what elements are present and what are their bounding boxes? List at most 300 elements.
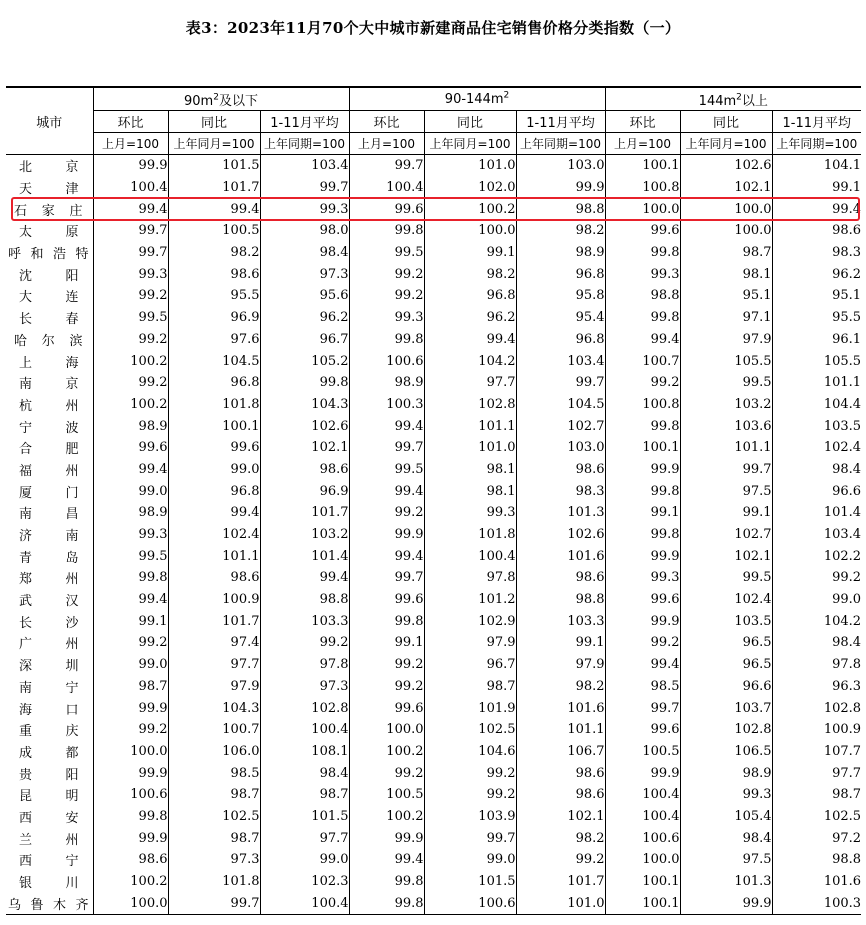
index-value: 97.8 [260, 654, 349, 676]
index-value: 102.6 [516, 524, 605, 546]
index-value: 97.3 [168, 849, 260, 871]
index-value: 99.2 [349, 676, 424, 698]
table-row [6, 610, 861, 632]
index-value: 99.1 [516, 632, 605, 654]
index-value: 95.1 [772, 285, 861, 307]
index-value: 103.5 [680, 610, 772, 632]
city-name: 西安 [19, 810, 79, 826]
index-value: 99.9 [516, 177, 605, 199]
index-value: 99.0 [260, 849, 349, 871]
index-value: 100.1 [605, 892, 680, 914]
index-value: 99.0 [424, 849, 516, 871]
index-value: 99.2 [349, 285, 424, 307]
index-value: 101.0 [424, 437, 516, 459]
index-value: 99.2 [424, 762, 516, 784]
index-value: 102.6 [260, 415, 349, 437]
index-value: 105.2 [260, 350, 349, 372]
index-value: 99.2 [772, 567, 861, 589]
index-value: 101.1 [772, 372, 861, 394]
index-value: 99.9 [93, 697, 168, 719]
city-name: 南京 [19, 377, 79, 393]
index-value: 97.9 [424, 632, 516, 654]
index-value: 98.2 [424, 263, 516, 285]
city-name: 乌鲁木齐 [6, 892, 93, 914]
table-row [6, 654, 861, 676]
index-value: 97.3 [260, 676, 349, 698]
index-value: 107.7 [772, 741, 861, 763]
index-value: 99.1 [605, 502, 680, 524]
index-value: 99.7 [349, 437, 424, 459]
city-name: 沈阳 [19, 268, 79, 284]
index-value: 100.6 [424, 892, 516, 914]
index-value: 102.3 [260, 871, 349, 893]
index-value: 98.6 [168, 567, 260, 589]
index-value: 103.2 [260, 524, 349, 546]
index-value: 100.7 [605, 350, 680, 372]
index-value: 101.7 [168, 177, 260, 199]
index-value: 98.6 [260, 459, 349, 481]
index-value: 99.0 [93, 480, 168, 502]
table-row [6, 220, 861, 242]
index-value: 99.8 [93, 806, 168, 828]
index-value: 99.2 [349, 762, 424, 784]
index-value: 103.0 [516, 155, 605, 177]
city-name: 青岛 [19, 550, 79, 566]
city-name: 上海 [19, 355, 79, 371]
index-value: 101.2 [424, 589, 516, 611]
city-name: 济南 [19, 529, 79, 545]
index-value: 98.6 [93, 849, 168, 871]
sub-header-avg: 1-11月平均 [772, 111, 861, 133]
index-value: 98.5 [168, 762, 260, 784]
index-value: 97.5 [680, 480, 772, 502]
index-value: 101.3 [516, 502, 605, 524]
index-value: 98.6 [772, 220, 861, 242]
index-value: 98.2 [516, 220, 605, 242]
index-value: 101.6 [516, 545, 605, 567]
city-name: 天津 [19, 182, 79, 198]
index-value: 100.2 [93, 350, 168, 372]
city-name: 银川 [19, 876, 79, 892]
index-value: 99.7 [424, 827, 516, 849]
index-value: 104.2 [424, 350, 516, 372]
index-value: 98.8 [516, 198, 605, 220]
index-value: 96.9 [168, 307, 260, 329]
table-row [6, 806, 861, 828]
index-value: 99.5 [680, 372, 772, 394]
index-value: 98.7 [680, 242, 772, 264]
table-row [6, 762, 861, 784]
index-value: 99.3 [605, 567, 680, 589]
index-value: 99.2 [349, 263, 424, 285]
index-value: 96.2 [772, 263, 861, 285]
index-value: 100.8 [605, 394, 680, 416]
index-value: 97.3 [260, 263, 349, 285]
index-value: 96.8 [516, 329, 605, 351]
table-row [6, 892, 861, 914]
table-row [6, 697, 861, 719]
city-name: 海口 [19, 702, 79, 718]
index-value: 97.2 [772, 827, 861, 849]
index-value: 100.0 [424, 220, 516, 242]
index-value: 99.4 [605, 654, 680, 676]
index-value: 99.0 [93, 654, 168, 676]
index-value: 99.7 [680, 459, 772, 481]
city-name: 南宁 [19, 680, 79, 696]
index-value: 95.8 [516, 285, 605, 307]
index-value: 96.2 [424, 307, 516, 329]
index-value: 104.6 [424, 741, 516, 763]
index-value: 99.9 [605, 459, 680, 481]
index-value: 102.1 [516, 806, 605, 828]
index-value: 99.9 [605, 610, 680, 632]
city-name: 合肥 [19, 442, 79, 458]
index-value: 99.4 [424, 329, 516, 351]
index-value: 98.8 [605, 285, 680, 307]
city-name: 广州 [19, 637, 79, 653]
city-name: 呼和浩特 [8, 247, 89, 263]
index-value: 99.5 [349, 459, 424, 481]
index-value: 100.0 [605, 198, 680, 220]
index-value: 101.7 [168, 610, 260, 632]
index-value: 105.4 [680, 806, 772, 828]
table-row [6, 676, 861, 698]
index-value: 97.9 [516, 654, 605, 676]
index-value: 101.0 [424, 155, 516, 177]
index-value: 100.0 [349, 719, 424, 741]
table-row [6, 827, 861, 849]
index-value: 108.1 [260, 741, 349, 763]
index-value: 96.5 [680, 654, 772, 676]
base-header-yoy: 上年同月=100 [680, 133, 772, 155]
index-value: 99.8 [605, 524, 680, 546]
index-value: 100.4 [260, 719, 349, 741]
index-value: 99.2 [93, 372, 168, 394]
index-value: 98.0 [260, 220, 349, 242]
city-name: 长春 [19, 312, 79, 328]
index-value: 99.7 [260, 177, 349, 199]
index-value: 102.8 [680, 719, 772, 741]
index-value: 99.5 [680, 567, 772, 589]
sub-header-avg: 1-11月平均 [260, 111, 349, 133]
index-value: 102.8 [772, 697, 861, 719]
index-value: 103.2 [680, 394, 772, 416]
index-value: 99.8 [605, 307, 680, 329]
index-value: 99.2 [93, 285, 168, 307]
index-value: 99.1 [772, 177, 861, 199]
index-value: 99.4 [349, 849, 424, 871]
index-value: 98.6 [516, 459, 605, 481]
index-value: 98.4 [680, 827, 772, 849]
index-value: 99.9 [605, 545, 680, 567]
index-value: 102.0 [424, 177, 516, 199]
index-value: 104.5 [516, 394, 605, 416]
table-row [6, 242, 861, 264]
index-value: 99.1 [680, 502, 772, 524]
index-value: 106.0 [168, 741, 260, 763]
index-value: 99.2 [516, 849, 605, 871]
index-value: 98.7 [260, 784, 349, 806]
index-value: 99.7 [349, 567, 424, 589]
index-value: 97.6 [168, 329, 260, 351]
index-value: 96.8 [168, 480, 260, 502]
sub-header-yoy: 同比 [168, 111, 260, 133]
price-index-table [6, 86, 861, 915]
index-value: 101.3 [680, 871, 772, 893]
index-value: 97.7 [772, 762, 861, 784]
index-value: 99.9 [605, 762, 680, 784]
table-row [6, 437, 861, 459]
index-value: 98.6 [516, 784, 605, 806]
index-value: 97.8 [424, 567, 516, 589]
index-value: 96.6 [680, 676, 772, 698]
index-value: 99.5 [93, 307, 168, 329]
index-value: 101.1 [680, 437, 772, 459]
index-value: 96.7 [260, 329, 349, 351]
index-value: 102.4 [680, 589, 772, 611]
index-value: 103.9 [424, 806, 516, 828]
index-value: 99.7 [168, 892, 260, 914]
index-value: 97.7 [424, 372, 516, 394]
index-value: 102.1 [680, 545, 772, 567]
index-value: 99.6 [349, 589, 424, 611]
index-value: 98.7 [93, 676, 168, 698]
base-header-mom: 上月=100 [93, 133, 168, 155]
index-value: 96.7 [424, 654, 516, 676]
index-value: 104.5 [168, 350, 260, 372]
index-value: 99.0 [168, 459, 260, 481]
index-value: 100.6 [349, 350, 424, 372]
index-value: 99.4 [93, 198, 168, 220]
index-value: 102.8 [424, 394, 516, 416]
index-value: 103.7 [680, 697, 772, 719]
index-value: 103.0 [516, 437, 605, 459]
group-header-medium: $90-144m^2$ [349, 87, 605, 111]
index-value: 106.5 [680, 741, 772, 763]
index-value: 103.4 [772, 524, 861, 546]
index-value: 104.1 [772, 155, 861, 177]
city-name: 北京 [19, 160, 79, 176]
sub-header-mom: 环比 [93, 111, 168, 133]
table-row [6, 198, 861, 220]
index-value: 102.7 [516, 415, 605, 437]
city-name: 大连 [19, 290, 79, 306]
index-value: 104.3 [168, 697, 260, 719]
index-value: 96.8 [168, 372, 260, 394]
index-value: 99.2 [605, 372, 680, 394]
index-value: 102.1 [680, 177, 772, 199]
index-value: 98.4 [772, 632, 861, 654]
city-name: 重庆 [19, 724, 79, 740]
index-value: 102.2 [772, 545, 861, 567]
index-value: 101.7 [260, 502, 349, 524]
index-value: 100.4 [605, 784, 680, 806]
index-value: 101.5 [424, 871, 516, 893]
index-value: 100.1 [168, 415, 260, 437]
index-value: 98.4 [772, 459, 861, 481]
index-value: 98.2 [516, 676, 605, 698]
index-value: 101.4 [772, 502, 861, 524]
index-value: 102.8 [260, 697, 349, 719]
sub-header-mom: 环比 [349, 111, 424, 133]
city-name: 南昌 [19, 507, 79, 523]
city-name: 深圳 [19, 659, 79, 675]
index-value: 99.4 [93, 589, 168, 611]
index-value: 98.7 [772, 784, 861, 806]
index-value: 99.6 [93, 437, 168, 459]
index-value: 100.4 [260, 892, 349, 914]
city-name: 昆明 [19, 789, 79, 805]
index-value: 98.6 [516, 567, 605, 589]
index-value: 99.4 [605, 329, 680, 351]
index-value: 100.6 [605, 827, 680, 849]
index-value: 99.8 [605, 415, 680, 437]
index-value: 99.2 [93, 632, 168, 654]
index-value: 98.4 [260, 242, 349, 264]
index-value: 100.2 [424, 198, 516, 220]
index-value: 98.6 [516, 762, 605, 784]
base-header-yoy: 上年同月=100 [424, 133, 516, 155]
table-row [6, 415, 861, 437]
index-value: 99.3 [680, 784, 772, 806]
city-name: 石家庄 [14, 203, 83, 219]
index-value: 100.5 [349, 784, 424, 806]
index-value: 99.2 [93, 719, 168, 741]
index-value: 104.4 [772, 394, 861, 416]
index-value: 98.7 [168, 784, 260, 806]
index-value: 99.9 [93, 827, 168, 849]
index-value: 99.3 [605, 263, 680, 285]
index-value: 102.5 [772, 806, 861, 828]
index-value: 95.4 [516, 307, 605, 329]
index-value: 102.4 [772, 437, 861, 459]
index-value: 100.8 [605, 177, 680, 199]
index-value: 100.2 [93, 394, 168, 416]
index-value: 98.1 [680, 263, 772, 285]
index-value: 101.8 [424, 524, 516, 546]
index-value: 98.3 [772, 242, 861, 264]
group-header-large: $144m^2$以上 [605, 87, 861, 111]
index-value: 99.8 [349, 220, 424, 242]
index-value: 99.8 [349, 329, 424, 351]
index-value: 102.4 [168, 524, 260, 546]
index-value: 99.2 [605, 632, 680, 654]
index-value: 103.4 [260, 155, 349, 177]
index-value: 101.1 [424, 415, 516, 437]
index-value: 100.0 [93, 892, 168, 914]
index-value: 102.1 [260, 437, 349, 459]
index-value: 105.5 [772, 350, 861, 372]
table-row [6, 350, 861, 372]
index-value: 98.5 [605, 676, 680, 698]
index-value: 99.4 [772, 198, 861, 220]
index-value: 100.5 [168, 220, 260, 242]
table-row [6, 524, 861, 546]
table-row [6, 372, 861, 394]
table-row [6, 285, 861, 307]
index-value: 99.5 [93, 545, 168, 567]
index-value: 100.7 [168, 719, 260, 741]
index-value: 97.9 [168, 676, 260, 698]
index-value: 101.6 [516, 697, 605, 719]
index-value: 97.7 [168, 654, 260, 676]
index-value: 100.1 [605, 871, 680, 893]
city-name: 成都 [19, 745, 79, 761]
index-value: 100.2 [93, 871, 168, 893]
index-value: 99.2 [424, 784, 516, 806]
index-value: 100.1 [605, 437, 680, 459]
table-row [6, 459, 861, 481]
index-value: 100.2 [349, 806, 424, 828]
table-body [6, 155, 861, 915]
index-value: 96.8 [424, 285, 516, 307]
index-value: 99.3 [93, 524, 168, 546]
index-value: 99.1 [424, 242, 516, 264]
index-value: 98.9 [680, 762, 772, 784]
index-value: 103.4 [516, 350, 605, 372]
index-value: 99.6 [349, 697, 424, 719]
index-value: 99.8 [605, 480, 680, 502]
index-value: 97.5 [680, 849, 772, 871]
index-value: 98.9 [93, 415, 168, 437]
index-value: 99.7 [93, 242, 168, 264]
index-value: 101.7 [516, 871, 605, 893]
base-header-avg: 上年同期=100 [772, 133, 861, 155]
index-value: 98.8 [260, 589, 349, 611]
index-value: 98.9 [349, 372, 424, 394]
index-value: 97.8 [772, 654, 861, 676]
city-name: 厦门 [19, 485, 79, 501]
table-row [6, 741, 861, 763]
index-value: 99.2 [260, 632, 349, 654]
index-value: 100.0 [680, 220, 772, 242]
base-header-avg: 上年同期=100 [516, 133, 605, 155]
index-value: 99.6 [168, 437, 260, 459]
index-value: 101.6 [772, 871, 861, 893]
sub-header-mom: 环比 [605, 111, 680, 133]
index-value: 100.5 [605, 741, 680, 763]
city-name: 西宁 [19, 854, 79, 870]
index-value: 102.9 [424, 610, 516, 632]
index-value: 95.1 [680, 285, 772, 307]
index-value: 99.1 [349, 632, 424, 654]
index-value: 99.3 [93, 263, 168, 285]
index-value: 99.3 [424, 502, 516, 524]
index-value: 99.9 [680, 892, 772, 914]
index-value: 104.3 [260, 394, 349, 416]
city-name: 杭州 [19, 398, 79, 414]
table-row [6, 632, 861, 654]
index-value: 106.7 [516, 741, 605, 763]
index-value: 101.5 [260, 806, 349, 828]
city-name: 福州 [19, 463, 79, 479]
index-value: 99.8 [349, 610, 424, 632]
table-row [6, 849, 861, 871]
index-value: 99.4 [168, 502, 260, 524]
city-name: 贵阳 [19, 767, 79, 783]
index-value: 101.0 [516, 892, 605, 914]
city-name: 哈尔滨 [14, 333, 83, 349]
index-value: 101.5 [168, 155, 260, 177]
table-row [6, 567, 861, 589]
index-value: 100.4 [424, 545, 516, 567]
index-value: 99.8 [260, 372, 349, 394]
index-value: 99.6 [605, 220, 680, 242]
index-value: 99.7 [605, 697, 680, 719]
table-row [6, 719, 861, 741]
index-value: 99.4 [349, 480, 424, 502]
table-row [6, 394, 861, 416]
